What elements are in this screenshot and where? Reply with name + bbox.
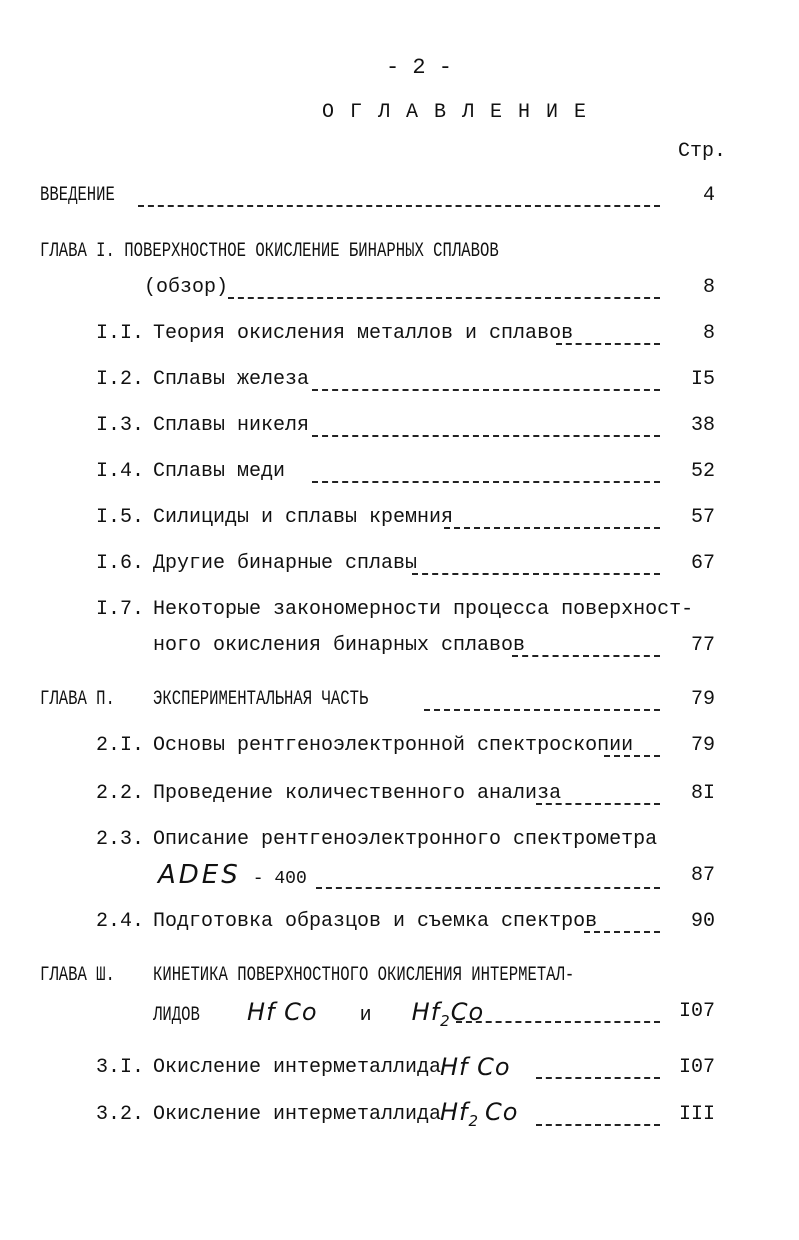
leader-dots — [312, 389, 660, 391]
page-ref: I07 — [678, 1056, 715, 1079]
toc-item-num: I.2. — [96, 368, 145, 391]
leader-dots — [556, 343, 660, 345]
toc-item-num: I.6. — [96, 552, 145, 575]
toc-item-label: Силициды и сплавы кремния — [153, 506, 454, 529]
page-ref: 90 — [690, 910, 715, 933]
toc-item-label: Окисление интерметаллида — [153, 1056, 442, 1079]
toc-chapter-3-cont — [153, 996, 484, 1037]
page-ref: 52 — [690, 460, 715, 483]
leader-dots — [536, 1124, 660, 1126]
handwritten-model: ADES — [158, 860, 241, 890]
page-ref: 38 — [690, 414, 715, 437]
toc-chapter-2-title: ЭКСПЕРИМЕНТАЛЬНАЯ ЧАСТЬ — [153, 688, 369, 711]
page-ref: 8 — [702, 322, 715, 345]
leader-dots — [536, 803, 660, 805]
page-ref: 79 — [690, 688, 715, 711]
page-ref: 67 — [690, 552, 715, 575]
leader-dots — [424, 709, 660, 711]
toc-item-num: 2.2. — [96, 782, 145, 805]
leader-dots — [536, 1077, 660, 1079]
toc-item-label: Другие бинарные сплавы — [153, 552, 418, 575]
leader-dots — [316, 887, 660, 889]
toc-item-label: Основы рентгеноэлектронной спектроскопии — [153, 734, 634, 757]
toc-item-label: Теория окисления металлов и сплавов — [153, 322, 574, 345]
toc-item-num: I.I. — [96, 322, 145, 345]
toc-item-num: 3.I. — [96, 1056, 145, 1079]
page-ref: 4 — [702, 184, 715, 207]
leader-dots — [138, 205, 660, 207]
toc-item-num: I.4. — [96, 460, 145, 483]
handwritten-formula: $Hf_2Co$ — [411, 998, 485, 1030]
page-ref: 8I — [690, 782, 715, 805]
toc-chapter-1: ГЛАВА I. ПОВЕРХНОСТНОЕ ОКИСЛЕНИЕ БИНАРНЫХ СПЛАВОВ — [40, 240, 499, 263]
toc-item-label: Некоторые закономерности процесса поверхност- — [153, 598, 694, 621]
page-title: О Г Л А В Л Е Н И Е — [322, 101, 589, 124]
toc-item-label: Сплавы никеля — [153, 414, 310, 437]
leader-dots — [604, 755, 660, 757]
page-ref: 77 — [690, 634, 715, 657]
chapter-3-word: ЛИДОВ — [153, 1004, 200, 1027]
leader-dots — [412, 573, 660, 575]
toc-item-label: Сплавы железа — [153, 368, 310, 391]
toc-item-label: Подготовка образцов и съемка спектров — [153, 910, 598, 933]
page-ref: I07 — [678, 1000, 715, 1023]
toc-item-num: I.5. — [96, 506, 145, 529]
page-ref: 8 — [702, 276, 715, 299]
leader-dots — [444, 527, 660, 529]
leader-dots — [228, 297, 660, 299]
handwritten-formula: $Hf_2$ Co — [440, 1098, 519, 1130]
toc-chapter-3-title: КИНЕТИКА ПОВЕРХНОСТНОГО ОКИСЛЕНИЯ ИНТЕРМЕТАЛ- — [153, 964, 575, 987]
toc-item-num: I.3. — [96, 414, 145, 437]
conjunction: и — [359, 1004, 372, 1027]
toc-chapter-1-cont: (обзор) — [144, 276, 229, 299]
toc-item-label-cont — [158, 860, 307, 894]
leader-dots — [584, 931, 660, 933]
leader-dots — [456, 1021, 660, 1023]
model-number: - 400 — [252, 869, 307, 889]
toc-item-label: Окисление интерметаллида — [153, 1103, 442, 1126]
leader-dots — [512, 655, 660, 657]
toc-item-num: 3.2. — [96, 1103, 145, 1126]
toc-item-label: Описание рентгеноэлектронного спектрометра — [153, 828, 658, 851]
toc-chapter-2: ГЛАВА П. — [40, 688, 115, 711]
toc-chapter-3: ГЛАВА Ш. — [40, 964, 115, 987]
toc-item-num: 2.I. — [96, 734, 145, 757]
page-column-header: Стр. — [678, 140, 727, 163]
leader-dots — [312, 481, 660, 483]
toc-item-num: 2.4. — [96, 910, 145, 933]
handwritten-formula: Hf Co — [247, 998, 318, 1026]
page-number: - 2 - — [386, 55, 453, 80]
toc-item-label: Проведение количественного анализа — [153, 782, 562, 805]
toc-item-label: Сплавы меди — [153, 460, 286, 483]
toc-item-label-cont: ного окисления бинарных сплавов — [153, 634, 526, 657]
leader-dots — [312, 435, 660, 437]
page-ref: III — [678, 1103, 715, 1126]
toc-item-num: 2.3. — [96, 828, 145, 851]
page-ref: 87 — [690, 864, 715, 887]
page-ref: 57 — [690, 506, 715, 529]
page-ref: 79 — [690, 734, 715, 757]
toc-item-num: I.7. — [96, 598, 145, 621]
page-ref: I5 — [690, 368, 715, 391]
toc-entry-introduction: ВВЕДЕНИЕ — [40, 184, 115, 207]
handwritten-formula: Hf Co — [440, 1053, 511, 1081]
